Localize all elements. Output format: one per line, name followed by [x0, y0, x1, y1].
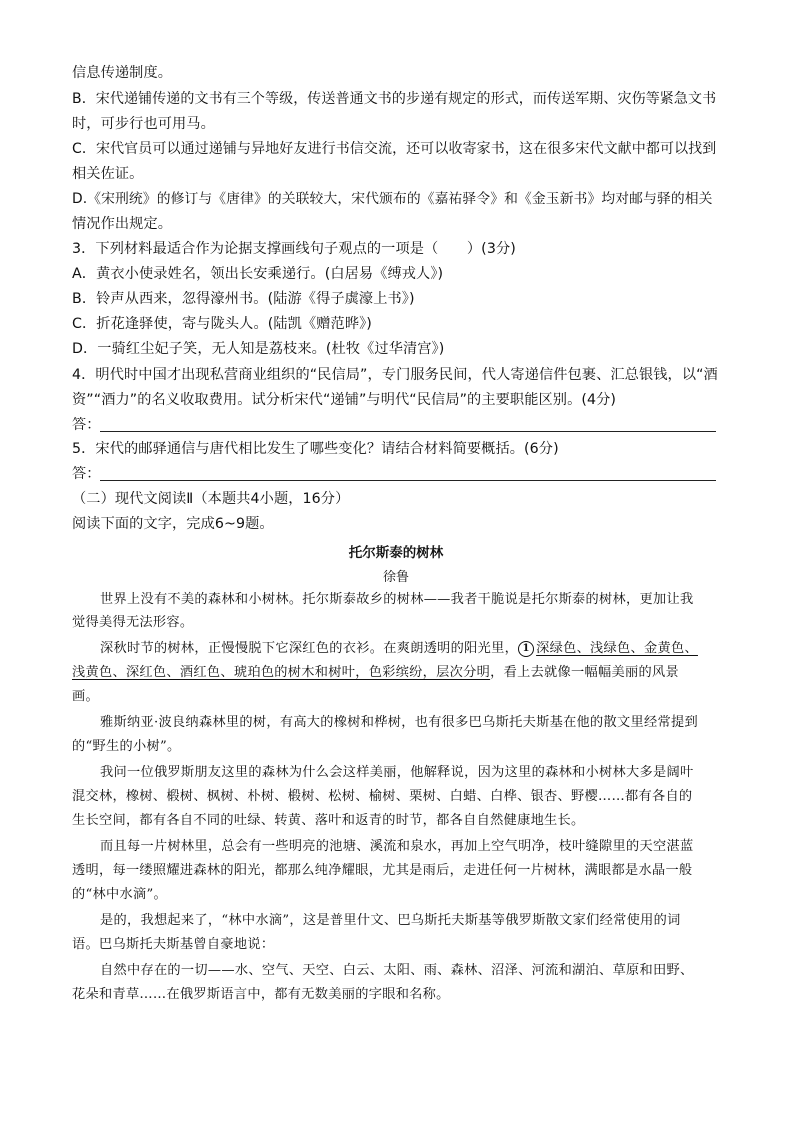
paragraph-2-line1 — [100, 640, 698, 658]
q2-option-d-line1: D.《宋刑统》的修订与《唐律》的关联较大，宋代颁布的《嘉祐驿令》和《金玉新书》均对邮与驿的相关 — [72, 191, 713, 207]
paragraph-4-line3: 生长空间，都有各自不同的吐绿、转黄、落叶和返青的时节，都各自自然健康地生长。 — [72, 813, 585, 828]
paragraph-3-line2: 的“野生的小树”。 — [72, 739, 181, 754]
underlined-text-2: 浅黄色、深红色、酒红色、琥珀色的树木和树叶，色彩缤纷，层次分明 — [72, 665, 491, 680]
quote-line2: 花朵和青草……在俄罗斯语言中，都有无数美丽的字眼和名称。 — [72, 987, 450, 1002]
paragraph-6-line2: 语。巴乌斯托夫斯基曾自豪地说： — [72, 937, 275, 952]
q5-stem: 5．宋代的邮驿通信与唐代相比发生了哪些变化？请结合材料简要概括。(6分) — [72, 441, 559, 457]
paragraph-2-rest: ，看上去就像一幅幅美丽的风景 — [490, 665, 679, 680]
q2-option-d-line2: 情况作出规定。 — [72, 216, 173, 232]
paragraph-3-line1: 雅斯纳亚·波良纳森林里的树，有高大的橡树和桦树，也有很多巴乌斯托夫斯基在他的散文里经常提到 — [100, 715, 698, 730]
q3-option-d: D．一骑红尘妃子笑，无人知是荔枝来。(杜牧《过华清宫》) — [72, 341, 445, 357]
q5-answer-line[interactable] — [100, 480, 716, 481]
paragraph-5-line3: 的“林中水滴”。 — [72, 887, 168, 902]
paragraph-2-text: 深秋时节的树林，正慢慢脱下它深红色的衣衫。在爽朗透明的阳光里， — [100, 641, 519, 656]
q2-option-a-tail: 信息传递制度。 — [72, 65, 173, 81]
q4-answer-line[interactable] — [100, 431, 716, 432]
paragraph-5-line1: 而且每一片树林里，总会有一些明亮的池塘、溪流和泉水，再加上空气明净，枝叶缝隙里的天空湛蓝 — [100, 839, 694, 854]
underlined-sentence-start — [518, 641, 698, 656]
quote-line1: 自然中存在的一切——水、空气、天空、白云、太阳、雨、森林、沼泽、河流和湖泊、草原和田野、 — [100, 963, 694, 978]
q2-option-c-line2: 相关佐证。 — [72, 166, 144, 182]
q4-answer-label: 答： — [72, 417, 101, 433]
q2-option-c-line1: C．宋代官员可以通过递铺与异地好友进行书信交流，还可以收寄家书，这在很多宋代文献中都可以找到 — [72, 141, 717, 157]
paragraph-2-line3: 画。 — [72, 689, 99, 704]
paragraph-2-line2 — [72, 664, 679, 682]
article-title: 托尔斯泰的树林 — [348, 545, 444, 561]
q3-stem: 3．下列材料最适合作为论据支撑画线句子观点的一项是（ ）(3分) — [72, 241, 516, 257]
paragraph-4-line1: 我问一位俄罗斯朋友这里的森林为什么会这样美丽，他解释说，因为这里的森林和小树林大多是阔叶 — [100, 765, 694, 780]
circled-number-marker: 1 — [518, 641, 534, 657]
paragraph-1-line2: 觉得美得无法形容。 — [72, 615, 194, 630]
q4-stem-line1: 4．明代时中国才出现私营商业组织的“民信局”，专门服务民间，代人寄递信件包裹、汇总银钱，以“酒 — [72, 367, 718, 383]
q2-option-b-line2: 时，可步行也可用马。 — [72, 116, 215, 132]
section-instruction: 阅读下面的文字，完成6~9题。 — [72, 516, 274, 532]
q5-answer-label: 答： — [72, 466, 101, 482]
paragraph-6-line1: 是的，我想起来了，“林中水滴”，这是普里什文、巴乌斯托夫斯基等俄罗斯散文家们经常使用的词 — [100, 913, 681, 928]
article-author: 徐鲁 — [382, 570, 409, 585]
q3-option-b: B．铃声从西来，忽得濠州书。(陆游《得子虡濠上书》) — [72, 291, 415, 307]
q2-option-b-line1: B．宋代递铺传递的文书有三个等级，传送普通文书的步递有规定的形式，而传送军期、灾伤等紧急文书 — [72, 91, 717, 107]
q3-option-c: C．折花逢驿使，寄与陇头人。(陆凯《赠范晔》) — [72, 316, 372, 332]
q4-stem-line2: 资”“酒力”的名义收取费用。试分析宋代“递铺”与明代“民信局”的主要职能区别。(4分) — [72, 392, 617, 408]
section-heading: （二）现代文阅读Ⅱ（本题共4小题，16分） — [72, 491, 350, 507]
q3-option-a: A．黄衣小使录姓名，领出长安乘递行。(白居易《缚戎人》) — [72, 266, 444, 282]
paragraph-4-line2: 混交林，橡树、椴树、枫树、朴树、椴树、松树、榆树、栗树、白蜡、白桦、银杏、野樱……都有各自的 — [72, 789, 693, 804]
paragraph-1-line1: 世界上没有不美的森林和小树林。托尔斯泰故乡的树林——我者干脆说是托尔斯泰的树林，更加让我 — [100, 592, 694, 607]
underlined-text-1: 深绿色、浅绿色、金黄色、 — [536, 641, 698, 656]
paragraph-5-line2: 透明，每一缕照耀进森林的阳光，都那么纯净耀眼，尤其是雨后，走进任何一片树林，满眼都是水晶一般 — [72, 863, 693, 878]
